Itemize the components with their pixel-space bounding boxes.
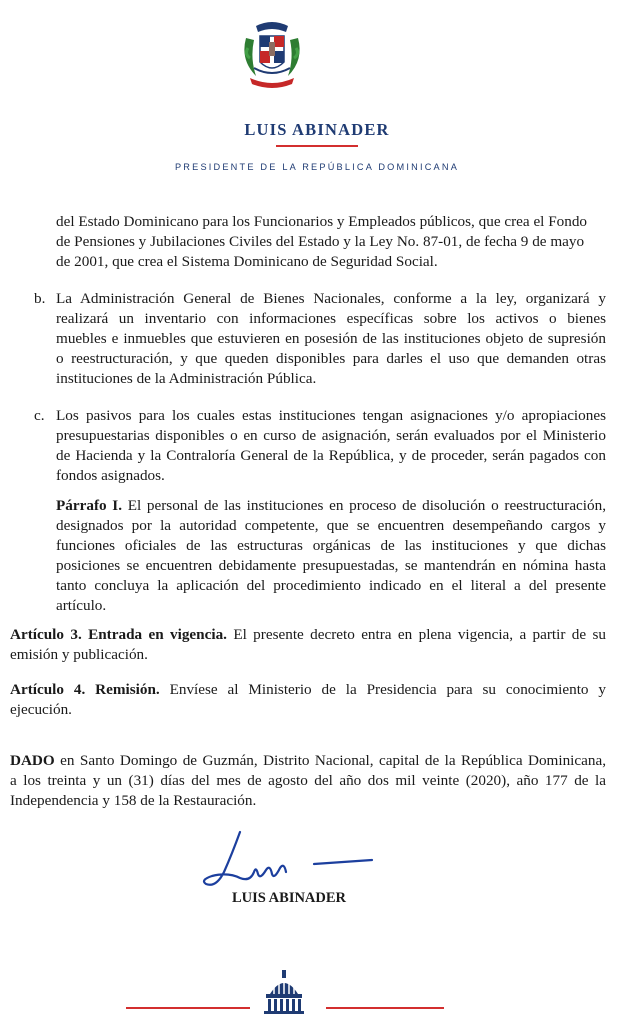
parrafo-line: funciones oficiales de las estructuras orgánicas de las instituciones y que dichas [56, 537, 606, 554]
parrafo-line: posiciones se encuentren debidamente presupuestadas, se mantendrán en nómina hasta [56, 557, 606, 574]
parrafo-text: El personal de las instituciones en proceso de disolución o reestructuración, [127, 497, 607, 514]
intro-line: de Pensiones y Jubilaciones Civiles del Estado y la Ley No. 87-01, de fecha 9 de mayo [56, 233, 585, 250]
president-title: PRESIDENTE DE LA REPÚBLICA DOMINICANA [174, 162, 460, 172]
item-b-line: muebles e inmuebles que estuvieren en posesión de las instituciones objeto de supresión [56, 330, 606, 347]
footer-rule-right [326, 1007, 444, 1009]
dado-heading: DADO [10, 752, 55, 769]
coat-of-arms-icon [236, 18, 308, 98]
item-c-line: presupuestarias disponibles o en curso de asignación, serán evaluados por el Ministerio [56, 427, 606, 444]
parrafo-line: designados por la autoridad competente, que se encuentren desempeñando cargos y [56, 517, 606, 534]
palace-dome-icon [262, 968, 306, 1014]
item-b-line: realizará un inventario con informaciones específicas sobre los activos o bienes [56, 310, 606, 327]
dado-line: a los treinta y un (31) días del mes de agosto del año dos mil veinte (2020), año 177 de la [10, 772, 606, 789]
articulo-4-line: ejecución. [10, 701, 72, 718]
articulo-3-text: El presente decreto entra en plena vigencia, a partir de su [233, 626, 606, 643]
dado-text: en Santo Domingo de Guzmán, Distrito Nacional, capital de la República Dominicana, [60, 752, 606, 769]
parrafo-first-line [56, 496, 606, 516]
president-name: LUIS ABINADER [244, 120, 390, 139]
item-b-label: b. [34, 290, 46, 307]
item-c-line: Los pasivos para los cuales estas instituciones tengan asignaciones y/o apropiaciones [56, 407, 606, 424]
header-divider [276, 145, 358, 147]
item-c-label: c. [34, 407, 45, 424]
item-c-line: de Hacienda y la Contraloría General de la República, y de proceder, serán pagados con [56, 447, 606, 464]
footer-rule-left [126, 1007, 250, 1009]
articulo-4-text: Envíese al Ministerio de la Presidencia para su conocimiento y [169, 681, 606, 698]
parrafo-line: artículo. [56, 597, 107, 614]
item-b-line: instituciones de la Administración Pública. [56, 370, 317, 387]
articulo-4-heading: Artículo 4. Remisión. [10, 681, 160, 698]
articulo-3-first-line [10, 625, 606, 645]
item-c-line: fondos asignados. [56, 467, 165, 484]
handwritten-signature [196, 826, 380, 896]
intro-line: de 2001, que crea el Sistema Dominicano de Seguridad Social. [56, 253, 438, 270]
parrafo-line: tanto concluya la aplicación del procedimiento indicado en el literal a del presente [56, 577, 606, 594]
articulo-3-heading: Artículo 3. Entrada en vigencia. [10, 626, 227, 643]
item-b-line: La Administración General de Bienes Nacionales, conforme a la ley, organizará y [56, 290, 606, 307]
parrafo-heading: Párrafo I. [56, 497, 123, 514]
dado-line: Independencia y 158 de la Restauración. [10, 792, 257, 809]
articulo-4-first-line [10, 680, 606, 700]
signatory-name: LUIS ABINADER [232, 890, 347, 906]
dado-first-line [10, 751, 606, 771]
intro-line: del Estado Dominicano para los Funcionarios y Empleados públicos, que crea el Fondo [56, 213, 588, 230]
item-b-line: o reestructuración, y que queden disponibles para darles el uso que demanden otras [56, 350, 606, 367]
articulo-3-line: emisión y publicación. [10, 646, 148, 663]
